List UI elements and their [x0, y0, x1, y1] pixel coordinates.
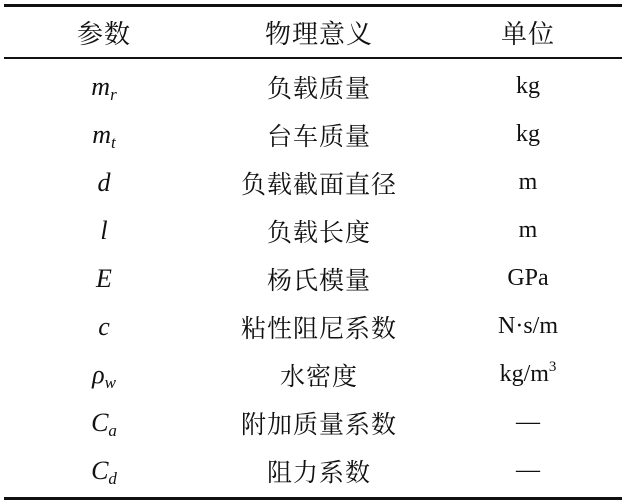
param-symbol: $m_r$ [91, 71, 117, 104]
table-bottom-rule [4, 497, 622, 500]
param-symbol: $C_a$ [91, 407, 117, 440]
param-unit: kg [516, 121, 540, 147]
param-unit: GPa [507, 265, 549, 291]
param-meaning: 负载质量 [266, 73, 371, 103]
table-row [4, 255, 622, 303]
param-meaning: 台车质量 [266, 121, 371, 151]
param-symbol: l [100, 215, 108, 245]
table-body [4, 59, 622, 497]
param-meaning: 粘性阻尼系数 [240, 313, 397, 343]
table-header-row [4, 7, 622, 57]
table-row [4, 111, 622, 159]
header-param: 参数 [76, 19, 131, 50]
table-row [4, 303, 622, 351]
param-meaning: 杨氏模量 [266, 265, 371, 295]
param-symbol: $C_d$ [91, 455, 117, 488]
table-row [4, 399, 622, 447]
table-row [4, 351, 622, 399]
param-meaning: 负载长度 [266, 217, 371, 247]
table-row [4, 159, 622, 207]
param-unit: — [516, 409, 540, 435]
param-symbol: $m_t$ [92, 119, 116, 152]
table-row [4, 447, 622, 495]
header-unit: 单位 [500, 19, 555, 50]
param-meaning: 附加质量系数 [240, 409, 397, 439]
parameter-table [4, 4, 622, 500]
param-symbol: $\rho_w$ [92, 359, 116, 392]
param-unit: — [516, 457, 540, 483]
param-unit: kg [516, 73, 540, 99]
param-symbol: c [98, 311, 110, 341]
param-symbol: E [96, 263, 112, 293]
param-unit: $kg/m^3$ [499, 359, 557, 387]
table-row [4, 207, 622, 255]
param-meaning: 负载截面直径 [240, 169, 397, 199]
param-unit: m [518, 169, 538, 195]
header-meaning: 物理意义 [264, 19, 373, 50]
param-symbol: d [97, 167, 111, 197]
param-unit: m [518, 217, 538, 243]
param-meaning: 水密度 [279, 361, 358, 391]
param-meaning: 阻力系数 [266, 457, 371, 487]
param-unit: N·s/m [498, 313, 558, 339]
table-row [4, 63, 622, 111]
